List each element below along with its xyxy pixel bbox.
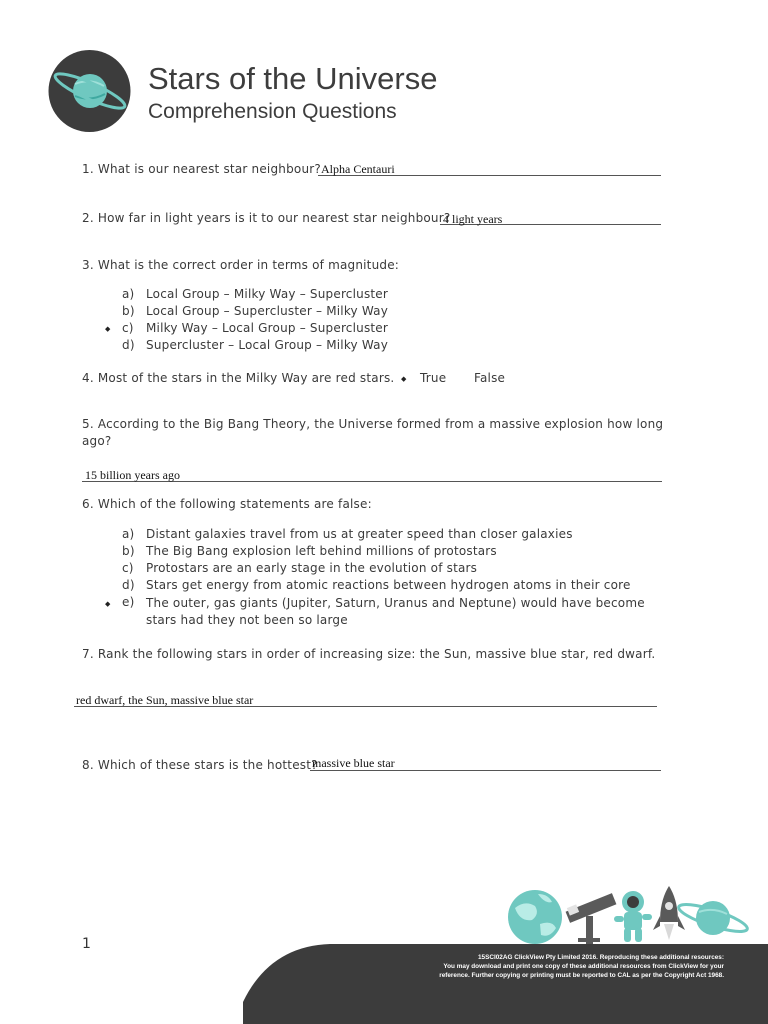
option-6e[interactable]: e) [122,595,135,609]
question-2: 2. How far in light years is it to our nearest star neighbour? [82,211,451,225]
answer-2[interactable]: 4 light years [443,212,503,226]
selected-marker: ◆ [105,325,111,333]
page-subtitle: Comprehension Questions [148,100,397,123]
page-title: Stars of the Universe [148,61,438,96]
astronaut-icon [614,891,652,942]
true-option[interactable]: True [420,371,447,385]
footer-banner [0,880,768,1024]
selected-marker: ◆ [105,600,111,608]
answer-8[interactable]: massive blue star [312,756,395,770]
option-3c[interactable]: c) Milky Way – Local Group – Supercluster [122,321,389,335]
page-number: 1 [82,936,91,952]
answer-5[interactable]: 15 billion years ago [85,468,180,482]
copyright-notice: 15SCI02AG ClickView Pty Limited 2016. Reproducing these additional resources: You may download and print one copy of these additional resources from ClickView for your reference. Further copying or printing must be reported to CAL as per the Copyright Act 1968. [439,954,724,979]
option-3b[interactable]: b) Local Group – Supercluster – Milky Way [122,304,389,318]
question-8: 8. Which of these stars is the hottest? [82,758,318,772]
false-option[interactable]: False [474,371,506,385]
rocket-icon [653,886,685,940]
option-6e-text: The outer, gas giants (Jupiter, Saturn, Uranus and Neptune) would have become stars had they not been so large [146,596,645,627]
earth-icon [508,890,562,944]
question-4: 4. Most of the stars in the Milky Way are red stars. [82,371,395,385]
option-3d[interactable]: d) Supercluster – Local Group – Milky Way [122,338,389,352]
question-1: 1. What is our nearest star neighbour? [82,162,321,176]
answer-1[interactable]: Alpha Centauri [321,162,395,176]
question-7: 7. Rank the following stars in order of increasing size: the Sun, massive blue star, red dwarf. [82,647,656,661]
option-6b[interactable]: b) The Big Bang explosion left behind millions of protostars [122,544,497,558]
question-3: 3. What is the correct order in terms of magnitude: [82,258,400,272]
option-6c[interactable]: c) Protostars are an early stage in the evolution of stars [122,561,478,575]
ringed-planet-icon [46,50,133,132]
telescope-icon [566,893,617,944]
question-5: 5. According to the Big Bang Theory, the Universe formed from a massive explosion how long ago? [82,417,664,448]
answer-7[interactable]: red dwarf, the Sun, massive blue star [76,693,254,707]
option-3a[interactable]: a) Local Group – Milky Way – Supercluster [122,287,389,301]
option-6a[interactable]: a) Distant galaxies travel from us at greater speed than closer galaxies [122,527,573,541]
question-6: 6. Which of the following statements are false: [82,497,372,511]
selected-marker: ◆ [401,375,407,383]
option-6d[interactable]: d) Stars get energy from atomic reactions between hydrogen atoms in their core [122,578,631,592]
ringed-planet-icon [676,899,749,936]
